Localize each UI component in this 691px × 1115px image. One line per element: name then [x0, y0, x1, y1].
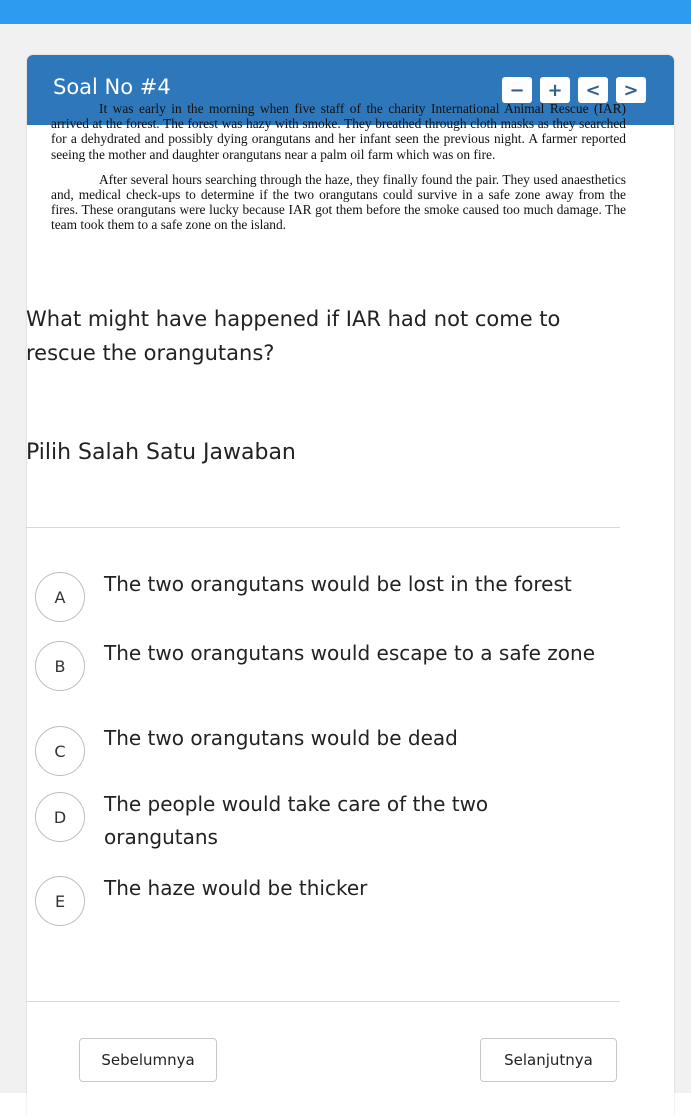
- answer-option-c[interactable]: [35, 722, 615, 776]
- option-letter-badge[interactable]: A: [35, 572, 85, 622]
- next-button[interactable]: Selanjutnya: [480, 1038, 617, 1082]
- zoom-out-button[interactable]: −: [502, 77, 532, 103]
- option-text[interactable]: The two orangutans would escape to a safe zone: [104, 641, 596, 665]
- answer-section-title: Pilih Salah Satu Jawaban: [26, 440, 296, 465]
- answer-option-e[interactable]: [35, 872, 615, 926]
- option-text[interactable]: The haze would be thicker: [104, 876, 368, 900]
- answer-option-b[interactable]: [35, 637, 615, 691]
- header-controls: [502, 77, 646, 103]
- next-question-button[interactable]: >: [616, 77, 646, 103]
- option-text[interactable]: The people would take care of the two orangutans: [104, 792, 489, 849]
- option-letter-badge[interactable]: D: [35, 792, 85, 842]
- answers-divider: [26, 527, 620, 528]
- question-text: What might have happened if IAR had not come to rescue the orangutans?: [26, 307, 561, 365]
- answer-option-a[interactable]: [35, 568, 615, 622]
- question-number-title: Soal No #4: [53, 75, 171, 99]
- zoom-in-button[interactable]: +: [540, 77, 570, 103]
- previous-button[interactable]: Sebelumnya: [79, 1038, 217, 1082]
- previous-question-button[interactable]: <: [578, 77, 608, 103]
- option-text[interactable]: The two orangutans would be dead: [104, 726, 458, 750]
- option-letter-badge[interactable]: C: [35, 726, 85, 776]
- option-letter-badge[interactable]: E: [35, 876, 85, 926]
- passage-paragraph-1: It was early in the morning when five staff of the charity International Animal Rescue (IAR) arrived at the forest. The forest was hazy with smoke. They breathed through cloth masks as they searched for a dehydrated and possibly dying orangutans and her infant seen the previous night. A farmer reported seeing the mother and daughter orangutans near a palm oil farm which was on fire.: [51, 101, 626, 162]
- option-letter-badge[interactable]: B: [35, 641, 85, 691]
- option-text[interactable]: The two orangutans would be lost in the forest: [104, 572, 572, 596]
- top-bar: [0, 0, 691, 24]
- passage-paragraph-2: After several hours searching through the haze, they finally found the pair. They used anaesthetics and, medical check-ups to determine if the two orangutans could survive in a safe zone away from the fires. These orangutans were lucky because IAR got them before the smoke caused too much damage. The team took them to a safe zone on the island.: [51, 171, 626, 233]
- footer-divider: [26, 1001, 620, 1002]
- reading-passage: [51, 101, 626, 243]
- answer-option-d[interactable]: [35, 788, 615, 854]
